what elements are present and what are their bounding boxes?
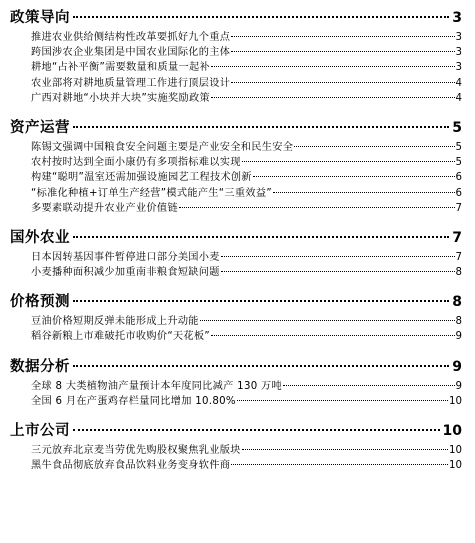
toc-entry[interactable] <box>31 45 462 60</box>
section-title: 资产运营 <box>10 119 70 136</box>
entry-title: 豆油价格短期反弹未能形成上升动能 <box>31 316 199 328</box>
toc-entry[interactable] <box>31 201 462 216</box>
section-title: 价格预测 <box>10 294 70 311</box>
toc-entry[interactable] <box>31 140 462 155</box>
toc-section-heading[interactable] <box>10 419 462 443</box>
toc-entry[interactable] <box>31 394 462 409</box>
toc-entry[interactable] <box>31 170 462 185</box>
entry-page-number: 8 <box>455 316 462 328</box>
entry-page-number: 10 <box>449 395 462 407</box>
entry-page-number: 7 <box>455 251 462 263</box>
toc-section-policy <box>10 6 462 106</box>
toc-entry[interactable] <box>31 379 462 394</box>
dot-leader <box>73 300 449 302</box>
dot-leader <box>273 192 455 193</box>
entry-title: 耕地“占补平衡”需要数量和质量一起补 <box>31 62 210 74</box>
toc-entry[interactable] <box>31 91 462 106</box>
entry-page-number: 8 <box>455 267 462 279</box>
entry-page-number: 3 <box>455 47 462 59</box>
entry-page-number: 10 <box>449 445 462 456</box>
toc-entry[interactable] <box>31 458 462 473</box>
section-title: 政策导向 <box>10 10 70 26</box>
table-of-contents <box>10 6 462 483</box>
toc-entry[interactable] <box>31 443 462 458</box>
toc-entry[interactable] <box>31 30 462 45</box>
entry-title: “标准化种植+订单生产经营”模式能产生“三重效益” <box>31 187 272 199</box>
toc-section-heading[interactable] <box>10 116 462 140</box>
dot-leader <box>283 385 454 386</box>
dot-leader <box>73 16 449 18</box>
dot-leader <box>231 464 448 465</box>
entry-title: 多要素联动提升农业产业价值链 <box>31 202 178 214</box>
entry-title: 推进农业供给侧结构性改革要抓好九个重点 <box>31 32 231 43</box>
entry-title: 日本因转基因事件暂停进口部分美国小麦 <box>31 251 220 263</box>
entry-title: 稻谷新粮上市难破托市收购价“天花板” <box>31 331 210 343</box>
entry-page-number: 7 <box>455 202 462 214</box>
entry-title: 三元放弃北京麦当劳优先购股权聚焦乳业版块 <box>31 445 241 456</box>
toc-section-listed-companies <box>10 419 462 473</box>
entry-title: 农业部将对耕地质量管理工作进行顶层设计 <box>31 77 231 89</box>
entry-title: 陈锡文强调中国粮食安全问题主要是产业安全和民生安全 <box>31 141 294 153</box>
entry-page-number: 3 <box>455 62 462 74</box>
toc-section-data-analysis <box>10 355 462 409</box>
toc-section-foreign-agriculture <box>10 226 462 280</box>
toc-entry[interactable] <box>31 314 462 329</box>
entry-page-number: 10 <box>449 460 462 472</box>
dot-leader <box>231 36 454 37</box>
dot-leader <box>211 97 455 98</box>
entry-title: 农村按时达到全面小康仍有多项指标难以实现 <box>31 157 241 169</box>
section-page-number: 5 <box>452 119 462 136</box>
entry-page-number: 5 <box>455 141 462 153</box>
entry-title: 全国 6 月在产蛋鸡存栏量同比增加 10.80% <box>31 395 236 407</box>
entry-page-number: 6 <box>455 187 462 199</box>
dot-leader <box>73 236 449 238</box>
section-title: 上市公司 <box>10 423 70 439</box>
dot-leader <box>242 161 455 162</box>
entry-page-number: 9 <box>455 380 462 392</box>
entry-page-number: 5 <box>455 157 462 169</box>
dot-leader <box>211 66 455 67</box>
dot-leader <box>73 365 449 367</box>
dot-leader <box>179 207 455 208</box>
toc-entry[interactable] <box>31 60 462 75</box>
toc-section-heading[interactable] <box>10 355 462 379</box>
entry-title: 跨国涉农企业集团是中国农业国际化的主体 <box>31 47 231 59</box>
toc-section-asset-operation <box>10 116 462 216</box>
dot-leader <box>237 400 448 401</box>
dot-leader <box>231 51 454 52</box>
section-page-number: 9 <box>452 358 462 375</box>
toc-entry[interactable] <box>31 329 462 344</box>
section-title: 国外农业 <box>10 229 70 246</box>
toc-section-heading[interactable] <box>10 226 462 250</box>
dot-leader <box>221 256 455 257</box>
section-page-number: 7 <box>452 229 462 246</box>
section-page-number: 10 <box>442 423 462 439</box>
dot-leader <box>200 320 455 321</box>
toc-section-price-forecast <box>10 290 462 344</box>
entry-title: 小麦播种面积减少加重南非粮食短缺问题 <box>31 267 220 279</box>
toc-entry[interactable] <box>31 155 462 170</box>
toc-section-heading[interactable] <box>10 290 462 314</box>
entry-page-number: 6 <box>455 172 462 184</box>
toc-entry[interactable] <box>31 76 462 91</box>
entry-page-number: 9 <box>455 331 462 343</box>
dot-leader <box>211 335 455 336</box>
dot-leader <box>294 146 454 147</box>
dot-leader <box>253 176 455 177</box>
entry-title: 黑牛食品彻底放弃食品饮料业务变身软件商 <box>31 460 231 472</box>
section-title: 数据分析 <box>10 358 70 375</box>
dot-leader <box>73 126 449 128</box>
entry-title: 全球 8 大类植物油产量预计本年度同比减产 130 万吨 <box>31 380 283 392</box>
dot-leader <box>231 82 454 83</box>
toc-entry[interactable] <box>31 265 462 280</box>
entry-page-number: 3 <box>455 32 462 43</box>
dot-leader <box>73 429 440 431</box>
entry-page-number: 4 <box>455 92 462 104</box>
entry-title: 构建“聪明”温室还需加强设施园艺工程技术创新 <box>31 172 252 184</box>
dot-leader <box>242 449 448 450</box>
section-page-number: 8 <box>452 294 462 311</box>
toc-section-heading[interactable] <box>10 6 462 30</box>
entry-title: 广西对耕地“小块并大块”实施奖励政策 <box>31 92 210 104</box>
toc-entry[interactable] <box>31 186 462 201</box>
toc-entry[interactable] <box>31 250 462 265</box>
dot-leader <box>221 271 455 272</box>
entry-page-number: 4 <box>455 77 462 89</box>
section-page-number: 3 <box>452 10 462 26</box>
